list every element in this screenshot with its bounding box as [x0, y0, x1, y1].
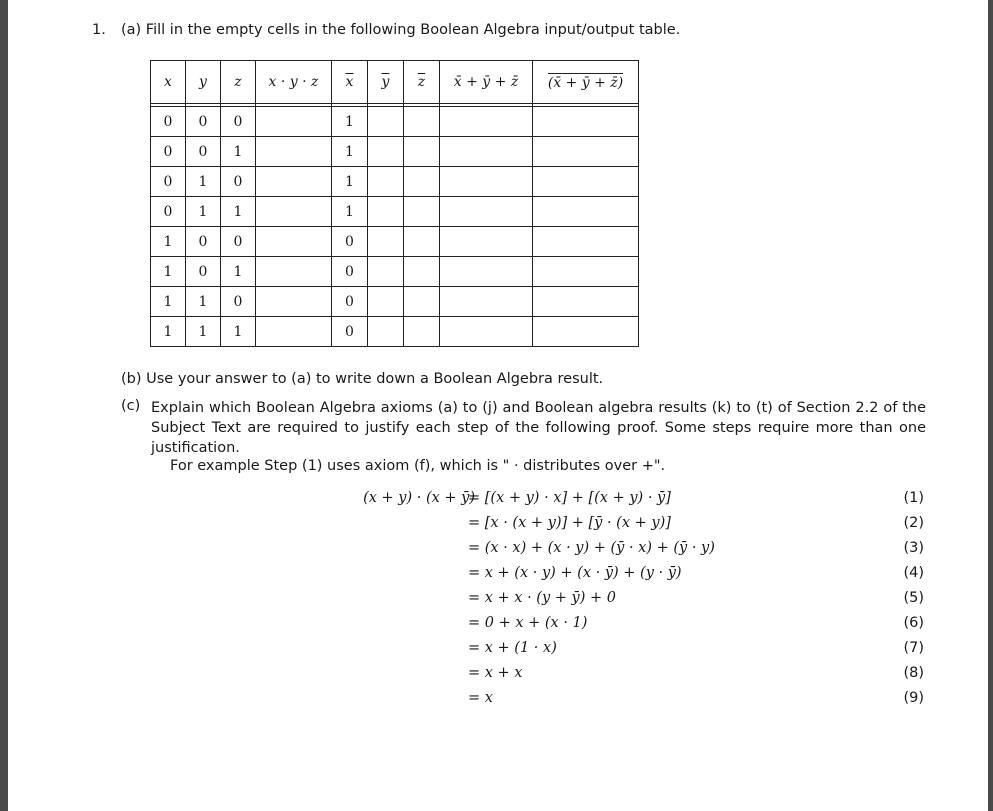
- proof-step-number: (6): [903, 615, 924, 631]
- cell-xyz[interactable]: [256, 197, 332, 227]
- cell-sum[interactable]: [440, 107, 533, 137]
- cell-x: 0: [151, 167, 186, 197]
- cell-y-bar[interactable]: [368, 167, 404, 197]
- cell-x: 0: [151, 107, 186, 137]
- table-row: [151, 197, 639, 227]
- proof-step-expression: = 0 + x + (x · 1): [468, 615, 588, 631]
- cell-y: 1: [186, 167, 221, 197]
- cell-sum[interactable]: [440, 317, 533, 347]
- cell-x-bar: 1: [332, 137, 368, 167]
- cell-x: 1: [151, 257, 186, 287]
- cell-x: 0: [151, 197, 186, 227]
- cell-negated-sum[interactable]: [533, 227, 639, 257]
- cell-y-bar[interactable]: [368, 137, 404, 167]
- cell-y: 1: [186, 197, 221, 227]
- proof-step-expression: = x + x · (y + ȳ) + 0: [468, 590, 616, 606]
- proof-step: [300, 615, 930, 640]
- header-sum-of-complements: x̄ + ȳ + z̄: [440, 61, 533, 104]
- proof-step-number: (3): [903, 540, 924, 556]
- cell-xyz[interactable]: [256, 227, 332, 257]
- proof-step-number: (2): [903, 515, 924, 531]
- truth-table: [150, 60, 639, 347]
- header-z: z: [221, 61, 256, 104]
- proof-step-expression: = [x · (x + y)] + [ȳ · (x + y)]: [468, 515, 671, 531]
- cell-y: 0: [186, 137, 221, 167]
- proof-step: [300, 540, 930, 565]
- cell-x-bar: 0: [332, 317, 368, 347]
- table-body: [151, 107, 639, 347]
- proof-step-number: (5): [903, 590, 924, 606]
- proof-step-number: (7): [903, 640, 924, 656]
- cell-z-bar[interactable]: [404, 257, 440, 287]
- example-text: For example Step (1) uses axiom (f), which is " · distributes over +".: [170, 458, 666, 474]
- cell-sum[interactable]: [440, 287, 533, 317]
- cell-negated-sum[interactable]: [533, 107, 639, 137]
- header-x-bar: $\overline{x}$: [332, 61, 368, 104]
- cell-x-bar: 1: [332, 107, 368, 137]
- cell-z-bar[interactable]: [404, 137, 440, 167]
- proof-step: [300, 515, 930, 540]
- cell-sum[interactable]: [440, 197, 533, 227]
- proof-step: [300, 590, 930, 615]
- cell-z: 0: [221, 107, 256, 137]
- proof-step: [300, 665, 930, 690]
- header-z-bar: $\overline{z}$: [404, 61, 440, 104]
- cell-z: 1: [221, 257, 256, 287]
- cell-x: 1: [151, 227, 186, 257]
- proof-step: [300, 640, 930, 665]
- cell-y: 1: [186, 287, 221, 317]
- proof-step-expression: = x + x: [468, 665, 523, 681]
- question-number: 1.: [92, 22, 106, 38]
- cell-z: 0: [221, 167, 256, 197]
- header-x: x: [151, 61, 186, 104]
- cell-y-bar[interactable]: [368, 227, 404, 257]
- table-row: [151, 317, 639, 347]
- cell-z-bar[interactable]: [404, 197, 440, 227]
- proof-step-number: (1): [903, 490, 924, 506]
- cell-xyz[interactable]: [256, 287, 332, 317]
- header-x-and-y-and-z: x · y · z: [256, 61, 332, 104]
- cell-y: 0: [186, 257, 221, 287]
- table-row: [151, 287, 639, 317]
- header-y-bar: $\overline{y}$: [368, 61, 404, 104]
- part-b-text: (b) Use your answer to (a) to write down a Boolean Algebra result.: [121, 371, 604, 387]
- proof-step-number: (8): [903, 665, 924, 681]
- cell-x-bar: 0: [332, 287, 368, 317]
- cell-z-bar[interactable]: [404, 107, 440, 137]
- proof-step-expression: = x + (1 · x): [468, 640, 557, 656]
- cell-xyz[interactable]: [256, 137, 332, 167]
- cell-y-bar[interactable]: [368, 107, 404, 137]
- part-c-label: (c): [121, 398, 141, 414]
- cell-negated-sum[interactable]: [533, 167, 639, 197]
- proof-step-expression: = x: [468, 690, 493, 706]
- table-row: [151, 167, 639, 197]
- cell-z-bar[interactable]: [404, 287, 440, 317]
- cell-z: 0: [221, 287, 256, 317]
- cell-negated-sum[interactable]: [533, 197, 639, 227]
- proof-step-number: (9): [903, 690, 924, 706]
- cell-z: 1: [221, 137, 256, 167]
- cell-x-bar: 0: [332, 227, 368, 257]
- cell-y-bar[interactable]: [368, 257, 404, 287]
- left-edge-bar: [0, 0, 8, 811]
- proof-step-number: (4): [903, 565, 924, 581]
- part-c-text: Explain which Boolean Algebra axioms (a) to (j) and Boolean algebra results (k) to (t) of Section 2.2 of the Subject Text are required to justify each step of the following proof. Some steps require more than one justification.: [151, 400, 926, 456]
- cell-negated-sum[interactable]: [533, 287, 639, 317]
- proof-lhs: (x + y) · (x + ȳ): [363, 490, 475, 506]
- cell-x: 0: [151, 137, 186, 167]
- table-header-row: [151, 61, 639, 104]
- cell-x: 1: [151, 317, 186, 347]
- cell-negated-sum[interactable]: [533, 317, 639, 347]
- cell-negated-sum[interactable]: [533, 137, 639, 167]
- cell-xyz[interactable]: [256, 107, 332, 137]
- cell-xyz[interactable]: [256, 257, 332, 287]
- cell-sum[interactable]: [440, 137, 533, 167]
- cell-sum[interactable]: [440, 167, 533, 197]
- negated-sum-expression: (x̄ + ȳ + z̄): [547, 75, 624, 91]
- cell-x: 1: [151, 287, 186, 317]
- cell-sum[interactable]: [440, 227, 533, 257]
- proof-step: [300, 565, 930, 590]
- proof-step: [300, 490, 930, 515]
- cell-sum[interactable]: [440, 257, 533, 287]
- part-a-text: (a) Fill in the empty cells in the following Boolean Algebra input/output table.: [121, 22, 681, 38]
- cell-y-bar[interactable]: [368, 287, 404, 317]
- cell-z: 1: [221, 197, 256, 227]
- cell-y-bar[interactable]: [368, 317, 404, 347]
- header-y: y: [186, 61, 221, 104]
- proof-step: [300, 690, 930, 715]
- cell-z: 1: [221, 317, 256, 347]
- table-row: [151, 137, 639, 167]
- cell-xyz[interactable]: [256, 167, 332, 197]
- cell-x-bar: 1: [332, 197, 368, 227]
- cell-z: 0: [221, 227, 256, 257]
- cell-y: 0: [186, 107, 221, 137]
- proof-step-expression: = (x · x) + (x · y) + (ȳ · x) + (ȳ · y): [468, 540, 715, 556]
- table-row: [151, 227, 639, 257]
- cell-z-bar[interactable]: [404, 167, 440, 197]
- proof-step-expression: = x + (x · y) + (x · ȳ) + (y · ȳ): [468, 565, 682, 581]
- table-row: [151, 257, 639, 287]
- cell-y: 1: [186, 317, 221, 347]
- cell-x-bar: 0: [332, 257, 368, 287]
- cell-x-bar: 1: [332, 167, 368, 197]
- cell-negated-sum[interactable]: [533, 257, 639, 287]
- cell-y-bar[interactable]: [368, 197, 404, 227]
- cell-y: 0: [186, 227, 221, 257]
- cell-z-bar[interactable]: [404, 227, 440, 257]
- header-negated-sum: [533, 61, 639, 104]
- cell-xyz[interactable]: [256, 317, 332, 347]
- right-edge-bar: [988, 0, 993, 811]
- proof-step-expression: = [(x + y) · x] + [(x + y) · ȳ]: [468, 490, 671, 506]
- cell-z-bar[interactable]: [404, 317, 440, 347]
- table-row: [151, 107, 639, 137]
